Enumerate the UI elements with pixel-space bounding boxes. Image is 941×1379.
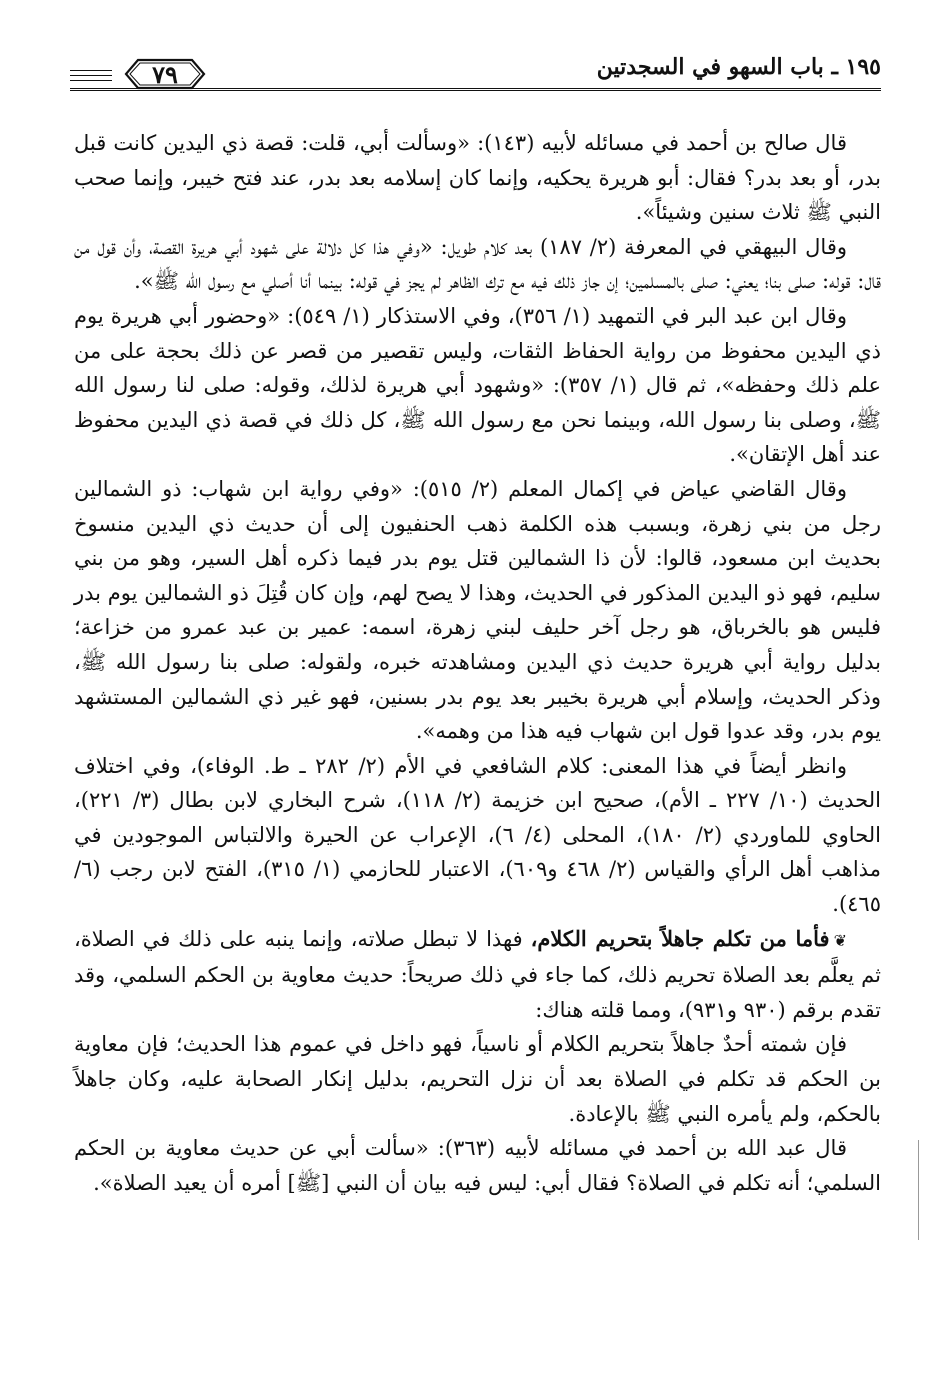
paragraph-muawiya <box>74 1027 881 1131</box>
paragraph-text: وقال البيهقي في المعرفة (٢/ ١٨٧) بعد كلام طويل: «وفي هذا كل دلالة على شهود أبي هريرة القصة، وأن قول من قال: قوله: صلى بنا؛ يعني: صلى بالمسلمين؛ إن جاز ذلك فيه مع ترك الظاهر لم يجز في قوله: بينما أنا أصلي مع رسول الله ﷺ». <box>74 234 881 294</box>
page-number: ٧٩ <box>152 60 178 89</box>
scan-margin-line <box>918 1140 919 1240</box>
paragraph-ibn-abd-al-barr <box>74 299 881 472</box>
leaf-ornament-icon: ❦ <box>833 930 847 950</box>
paragraph-bayhaqi <box>74 230 881 299</box>
page-body <box>74 126 881 1339</box>
chapter-title: ١٩٥ ـ باب السهو في السجدتين <box>596 54 881 80</box>
page-number-badge <box>120 56 210 92</box>
paragraph-references <box>74 749 881 922</box>
header-ornament-lines <box>70 70 112 80</box>
paragraph-abdullah <box>74 1131 881 1200</box>
paragraph-text: وانظر أيضاً في هذا المعنى: كلام الشافعي في الأم (٢/ ٢٨٢ ـ ط. الوفاء)، وفي اختلاف الحديث (١٠/ ٢٢٧ ـ الأم)، صحيح ابن خزيمة (٢/ ١١٨)، شرح البخاري لابن بطال (٣/ ٢٢١)، الحاوي للماوردي (٢/ ١٨٠)، المحلى (٤/ ٦)، الإعراب عن الحيرة والالتباس الموجودين في مذاهب أهل الرأي والقياس (٢/ ٤٦٨ و٦٠٩)، الاعتبار للحازمي (١/ ٣١٥)، الفتح لابن رجب (٦/ ٤٦٥). <box>74 753 881 917</box>
paragraph-text: وقال ابن عبد البر في التمهيد (١/ ٣٥٦)، وفي الاستذكار (١/ ٥٤٩): «وحضور أبي هريرة يوم ذي اليدين محفوظ من رواية الحفاظ الثقات، وليس تقصير من قصر عن ذلك بحجة على من علم ذلك وحفظه»، ثم قال (١/ ٣٥٧): «وشهود أبي هريرة لذلك، وقوله: صلى لنا رسول الله ﷺ، وصلى بنا رسول الله، وبينما نحن مع رسول الله ﷺ، كل ذلك في قصة ذي اليدين محفوظ عند أهل الإتقان». <box>74 303 881 467</box>
paragraph-text: فإن شمته أحدٌ جاهلاً بتحريم الكلام أو ناسياً، فهو داخل في عموم هذا الحديث؛ فإن معاوية بن الحكم قد تكلم في الصلاة بعد أن نزل التحريم، بدليل إنكار الصحابة عليه، وكان جاهلاً بالحكم، ولم يأمره النبي ﷺ بالإعادة. <box>74 1032 881 1126</box>
paragraph-saleh <box>74 126 881 230</box>
paragraph-text: قال صالح بن أحمد في مسائله لأبيه (١٤٣): «وسألت أبي، قلت: قصة ذي اليدين كانت قبل بدر، أو بعد بدر؟ فقال: أبو هريرة يحكيه، وإنما كان إسلامه بعد بدر، عند فتح خيبر، وإنما صحب النبي ﷺ ثلاث سنين وشيئاً». <box>74 131 881 225</box>
paragraph-text: فهذا لا تبطل صلاته، وإنما ينبه على ذلك في الصلاة، ثم يعلَّم بعد الصلاة تحريم ذلك، كما جاء في ذلك صريحاً: حديث معاوية بن الحكم السلمي، وقد تقدم برقم (٩٣٠ و٩٣١)، ومما قلته هناك: <box>74 926 881 1022</box>
paragraph-qadi-iyad <box>74 472 881 749</box>
paragraph-ignorant-speech <box>74 922 881 1028</box>
paragraph-text: وقال القاضي عياض في إكمال المعلم (٢/ ٥١٥): «وفي رواية ابن شهاب: ذو الشمالين رجل من بني زهرة، وبسبب هذه الكلمة ذهب الحنفيون إلى أن حديث ذي اليدين منسوخ بحديث ابن مسعود، قالوا: لأن ذا الشمالين قتل يوم بدر فيما ذكره أهل السير، وهو من بني سليم، فهو ذو اليدين المذكور في الحديث، وهذا لا يصح لهم، وإن كان قُتِلَ ذو الشمالين يوم بدر فليس هو بالخرباق، هو رجل آخر حليف لبني زهرة، اسمه: عمير بن عبد عمرو من خزاعة؛ بدليل رواية أبي هريرة حديث ذي اليدين ومشاهدته خبره، ولقوله: صلى بنا رسول الله ﷺ، وذكر الحديث، وإسلام أبي هريرة بخيبر بعد يوم بدر بسنين، فهو غير ذي الشمالين المستشهد يوم بدر، وقد عدوا قول ابن شهاب فيه هذا من وهمه». <box>74 476 881 744</box>
paragraph-bold-lead: فأما من تكلم جاهلاً بتحريم الكلام، <box>530 925 830 951</box>
paragraph-text: قال عبد الله بن أحمد في مسائله لأبيه (٣٦٣): «سألت أبي عن حديث معاوية بن الحكم السلمي؛ أنه تكلم في الصلاة؟ فقال أبي: ليس فيه بيان أن النبي [ﷺ] أمره أن يعيد الصلاة». <box>74 1136 881 1195</box>
page-header <box>70 48 881 96</box>
